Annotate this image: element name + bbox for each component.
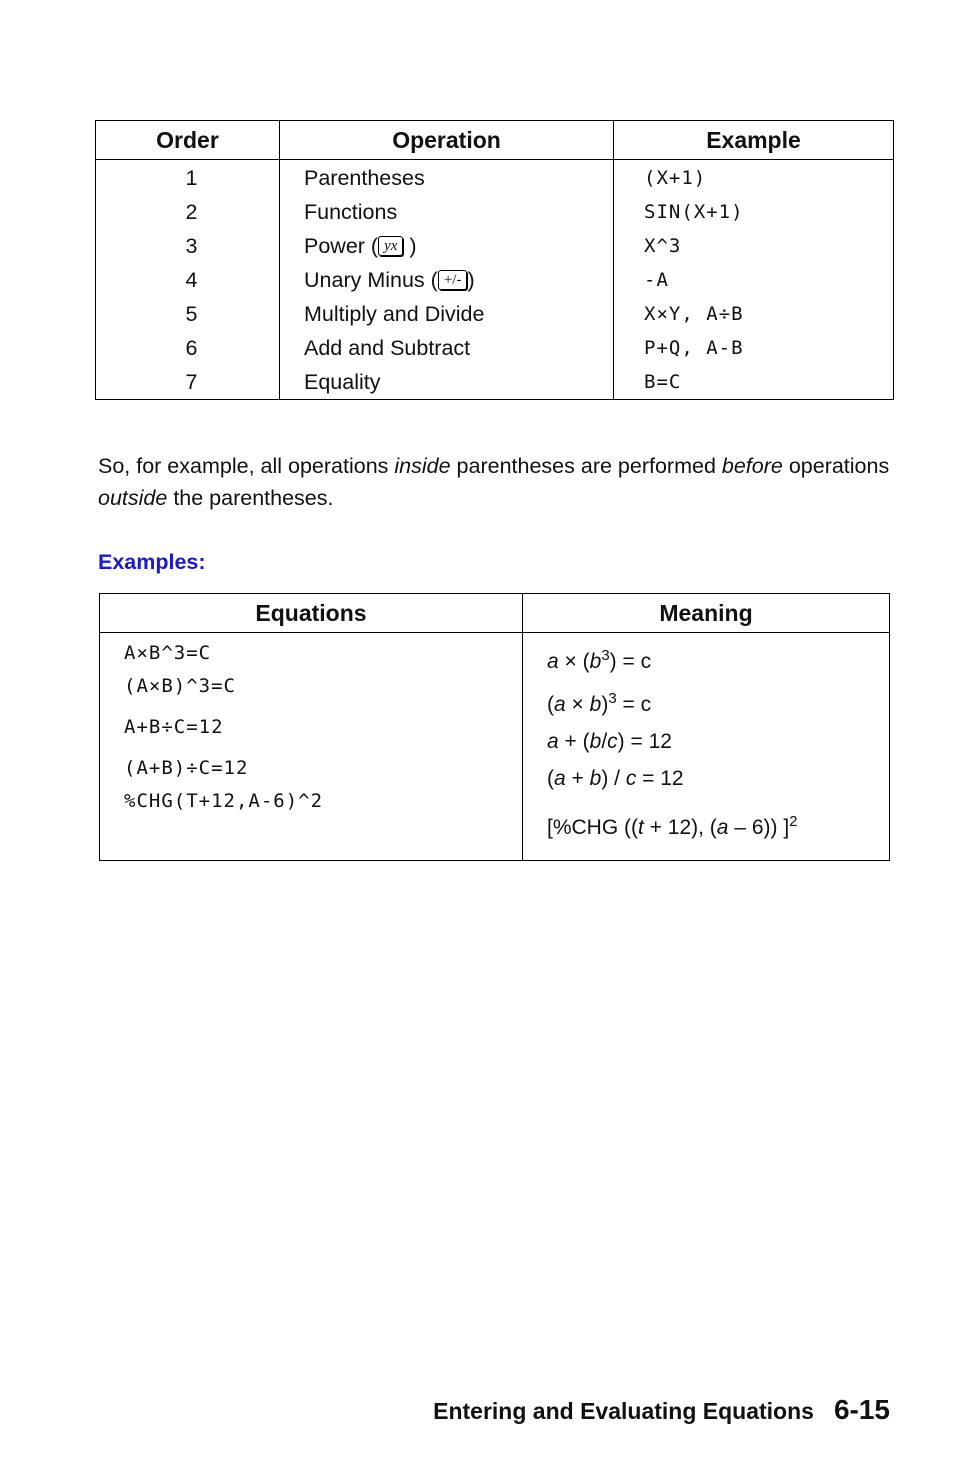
operation-6: Add and Subtract <box>304 336 471 360</box>
meaning-2-t0: ( <box>547 693 554 716</box>
meaning-5-t1: + 12), ( <box>643 816 717 839</box>
meaning-3-t3: ) = 12 <box>617 730 672 753</box>
paragraph-em-outside: outside <box>98 486 168 510</box>
y-to-the-x-key-icon: yx <box>378 236 403 256</box>
meaning-5-a: a <box>716 816 729 839</box>
order-1: 1 <box>185 166 198 190</box>
explanation-paragraph <box>98 450 898 514</box>
meaning-3-a: a <box>547 730 559 753</box>
operation-7: Equality <box>304 370 381 394</box>
operation-3 <box>304 229 613 263</box>
meaning-1-a: a <box>547 650 559 673</box>
meaning-2-b: b <box>589 693 602 716</box>
order-6: 6 <box>185 336 198 360</box>
meaning-column <box>523 633 890 861</box>
meaning-4-t2: ) / <box>601 767 626 790</box>
example-1: (X+1) <box>644 167 707 189</box>
equation-2: (A×B)^3=C <box>124 675 236 697</box>
meaning-4-a: a <box>554 767 566 790</box>
page-footer <box>433 1394 890 1426</box>
operation-1: Parentheses <box>304 166 425 190</box>
example-7: B=C <box>644 371 682 393</box>
meaning-5-sup: 2 <box>789 813 798 830</box>
example-6: P+Q, A-B <box>644 337 744 359</box>
precedence-body-row <box>96 160 894 400</box>
meaning-2-a: a <box>554 693 566 716</box>
meaning-2-t1: × <box>565 693 590 716</box>
order-column <box>96 160 280 400</box>
example-header: Example <box>614 121 894 160</box>
meaning-2-t3: = c <box>616 693 652 716</box>
meaning-1-b: b <box>589 650 602 673</box>
operation-3-prefix: Power ( <box>304 234 379 258</box>
operation-column <box>280 160 614 400</box>
operation-4-prefix: Unary Minus ( <box>304 268 438 292</box>
equation-5: %CHG(T+12,A-6)^2 <box>124 790 324 812</box>
meaning-1-sup: 3 <box>601 647 610 664</box>
order-3: 3 <box>185 234 198 258</box>
meaning-4-t0: ( <box>547 767 554 790</box>
meaning-5 <box>547 803 889 846</box>
operation-5: Multiply and Divide <box>304 302 485 326</box>
example-5: X×Y, A÷B <box>644 303 744 325</box>
order-7: 7 <box>185 370 198 394</box>
paragraph-text-1: So, for example, all operations <box>98 454 395 478</box>
examples-heading: Examples: <box>98 550 206 574</box>
example-column <box>614 160 894 400</box>
examples-body-row <box>100 633 890 861</box>
meaning-5-t0: [%CHG (( <box>547 816 638 839</box>
meaning-4-b: b <box>589 767 602 790</box>
precedence-header-row <box>96 121 894 160</box>
order-5: 5 <box>185 302 198 326</box>
operation-header: Operation <box>280 121 614 160</box>
meaning-3-t1: + ( <box>558 730 590 753</box>
example-4: -A <box>644 269 669 291</box>
meaning-4-t3: = 12 <box>636 767 684 790</box>
meaning-4-c: c <box>625 767 637 790</box>
equations-column <box>100 633 523 861</box>
paragraph-em-before: before <box>721 454 783 478</box>
meaning-1 <box>547 637 889 680</box>
meaning-5-t: t <box>638 816 644 839</box>
meaning-2-sup: 3 <box>608 690 617 707</box>
meaning-3 <box>547 723 889 760</box>
paragraph-text-3: operations <box>782 454 890 478</box>
meaning-1-t2: ) = c <box>609 650 652 673</box>
operation-4 <box>304 263 613 297</box>
meaning-3-t2: / <box>601 730 608 753</box>
example-3: X^3 <box>644 235 682 257</box>
operation-4-suffix: ) <box>467 268 475 292</box>
meaning-2-t2: ) <box>601 693 609 716</box>
paragraph-text-2: parentheses are performed <box>450 454 722 478</box>
equation-3: A+B÷C=12 <box>124 716 224 738</box>
paragraph-em-inside: inside <box>394 454 451 478</box>
meaning-4 <box>547 760 889 797</box>
order-header: Order <box>96 121 280 160</box>
paragraph-text-4: the parentheses. <box>167 486 334 510</box>
footer-chapter-title: Entering and Evaluating Equations <box>433 1398 814 1424</box>
meaning-header: Meaning <box>523 594 890 633</box>
meaning-3-b: b <box>589 730 602 753</box>
meaning-1-t1: × ( <box>558 650 590 673</box>
meaning-4-t1: + <box>565 767 590 790</box>
meaning-3-c: c <box>607 730 618 753</box>
equation-4: (A+B)÷C=12 <box>124 757 249 779</box>
equation-1: A×B^3=C <box>124 642 212 664</box>
examples-header-row <box>100 594 890 633</box>
order-4: 4 <box>185 268 198 292</box>
operation-2: Functions <box>304 200 398 224</box>
meaning-2 <box>547 680 889 723</box>
examples-table <box>99 593 890 861</box>
example-2: SIN(X+1) <box>644 201 744 223</box>
meaning-5-t2: – 6)) ] <box>728 816 790 839</box>
plus-minus-key-icon: +/- <box>438 270 468 290</box>
order-2: 2 <box>185 200 198 224</box>
footer-page-number: 6-15 <box>833 1394 890 1425</box>
equations-header: Equations <box>100 594 523 633</box>
operation-3-suffix: ) <box>409 234 417 258</box>
precedence-table <box>95 120 894 400</box>
